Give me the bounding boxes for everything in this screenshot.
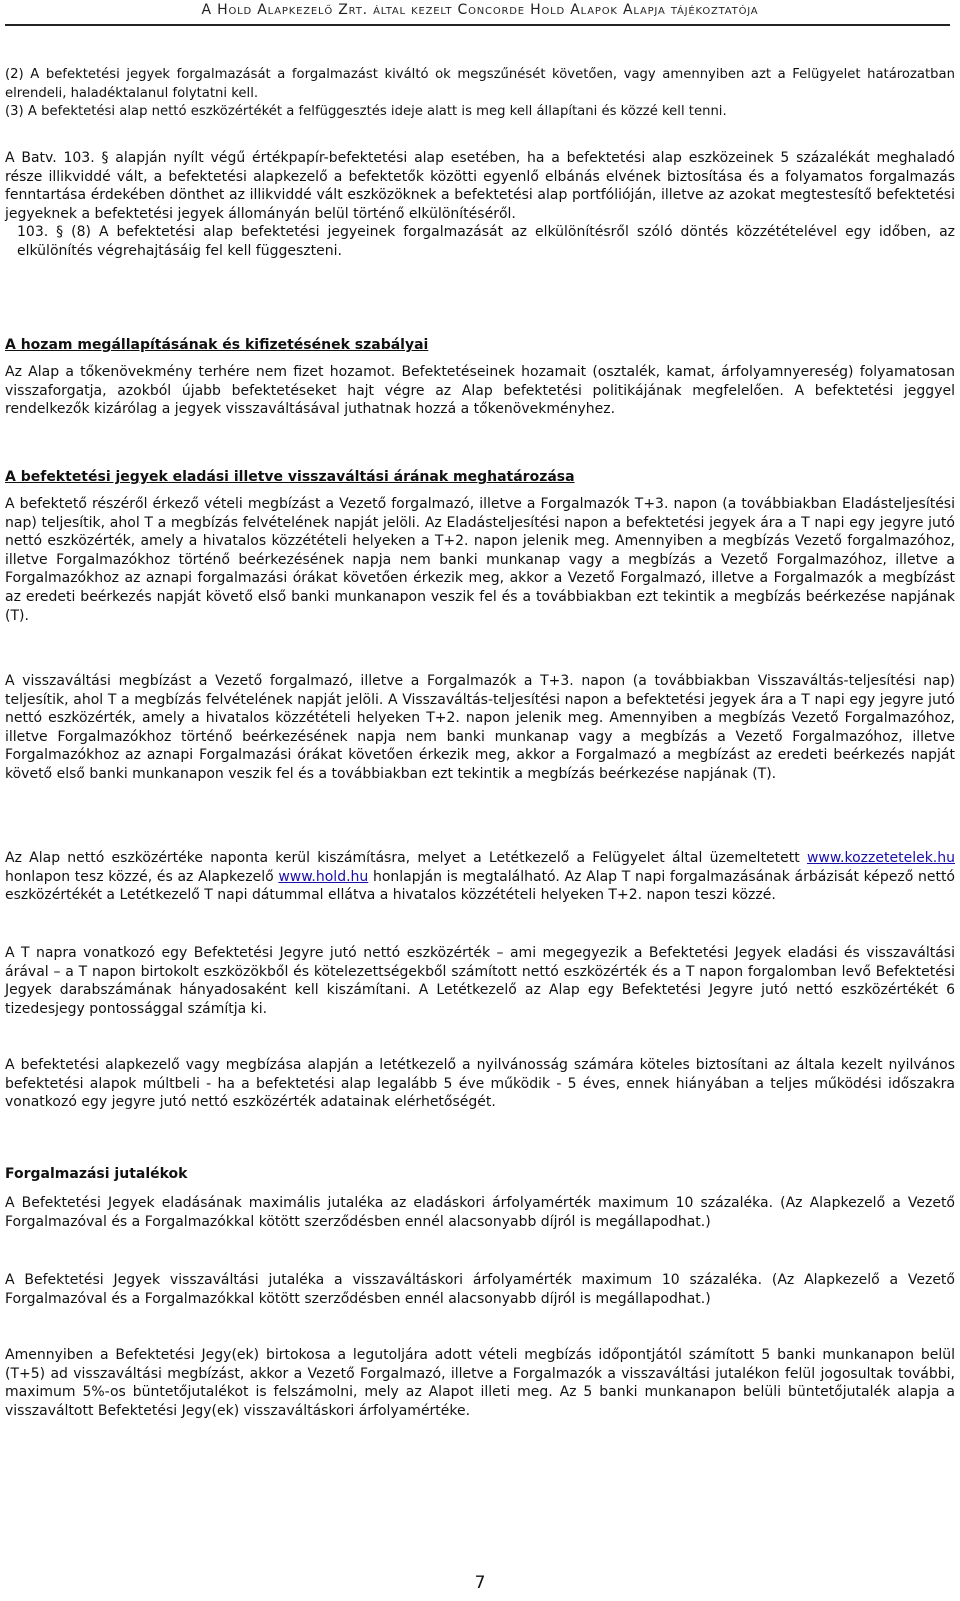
pricing-nav-calculation [5,944,955,1018]
intro-paragraph-2: (2) A befektetési jegyek forgalmazását a forgalmazást kiváltó ok megszűnését követően, vagy amennyiben azt a Felügyelet határozatban elrendeli, haladéktalanul folytatni kell. [5,67,955,101]
pricing-history [5,1056,955,1112]
hozam-heading: A hozam megállapításának és kifizetésének szabályai [5,337,429,353]
batv-103-8-paragraph: 103. § (8) A befektetési alap befektetési jegyeinek forgalmazását az elkülönítésről szóló döntés közzétételével egy időben, az elkülönítés végrehajtásáig fel kell függeszteni. [17,224,955,259]
hozam-section [5,363,955,419]
commission-sale [5,1194,955,1231]
pricing-heading: A befektetési jegyek eladási illetve visszaváltási árának meghatározása [5,469,575,485]
pricing-calculation-paragraph: A T napra vonatkozó egy Befektetési Jegyre jutó nettó eszközérték – ami megegyezik a Befektetési Jegyek eladási és visszaváltási árával – a T napon birtokolt eszközökből és kötelezettségekből számított nettó eszközérték és a T napon forgalomban levő Befektetési Jegyek darabszámának hányadosaként kell kiszámítani. A Letétkezelő az Alap egy Befektetési Jegyre jutó nettó eszközértékét 6 tizedesjegy pontossággal számítja ki. [5,945,955,1017]
nav-text-1: Az Alap nettó eszközértéke naponta kerül kiszámításra, melyet a Letétkezelő a Felügyelet által üzemeltetett [5,850,807,866]
nav-text-2: honlapon tesz közzé, és az Alapkezelő [5,868,279,885]
hold-link[interactable]: www.hold.hu [278,868,369,885]
intro-paragraph-3: (3) A befektetési alap nettó eszközértékét a felfüggesztés ideje alatt is meg kell állapítani és közzé kell tenni. [5,104,727,120]
pricing-nav-publication [5,849,955,905]
commission-penalty-paragraph: Amennyiben a Befektetési Jegy(ek) birtokosa a legutoljára adott vételi megbízás időpontjától számított 5 banki munkanapon belül (T+5) ad visszaváltási megbízást, akkor a Vezető Forgalmazó, illetve a Forgalmazók a visszaváltási jutalékon felül jogosultak további, maximum 5%-os büntetőjutalékot is felszámolni, mely az Alapot illeti meg. Az 5 banki munkanapon belüli büntetőjutalék alapja a visszaváltott Befektetési Jegy(ek) visszaváltáskori árfolyamértéke. [5,1347,955,1419]
batv-paragraph: A Batv. 103. § alapján nyílt végű értékpapír-befektetési alap esetében, ha a befektetési alap eszközeinek 5 százalékát meghaladó része illikviddé vált, a befektetési alapkezelő a befektetők közötti egyenlő elbánás elvének biztosítása és a folyamatos forgalmazás fenntartása érdekében dönthet az illikviddé vált eszközöknek a befektetési alap portfólióján, illetve az azokat megtestesítő befektetési jegyeknek a befektetési jegyek állományán belül történő elkülönítéséről. [5,150,955,222]
hozam-paragraph: Az Alap a tőkenövekmény terhére nem fizet hozamot. Befektetéseinek hozamait (osztalék, kamat, árfolyamnyereség) folyamatosan visszaforgatja, azokból újabb befektetéseket hajt végre az Alap befektetési politikájának megfelelően. A befektetési jeggyel rendelkezők kizárólag a jegyek visszaváltásával juthatnak hozzá a tőkenövekményhez. [5,364,955,418]
commission-penalty [5,1346,955,1420]
header-rule [5,24,950,26]
commission-sale-paragraph: A Befektetési Jegyek eladásának maximális jutaléka az eladáskori árfolyamérték maximum 10 százaléka. (Az Alapkezelő a Vezető Forgalmazóval és a Forgalmazókkal kötött szerződésben ennél alacsonyabb díjról is megállapodhat.) [5,1195,955,1230]
page-number: 7 [474,1573,486,1593]
commission-redemption [5,1271,955,1308]
commission-heading: Forgalmazási jutalékok [5,1166,188,1182]
nav-text-3: honlapján is megtalálható. Az Alap T napi forgalmazásának árbázisát képező nettó eszközértékét a Letétkezelő T napi dátummal ellátva a hivatalos közzétételi helyeken T+2. napon teszi közzé. [5,868,955,904]
pricing-purchase [5,495,955,625]
pricing-redemption [5,672,955,784]
running-header: A Hold Alapkezelő Zrt. által kezelt Concorde Hold Alapok Alapja tájékoztatója [201,2,759,18]
pricing-nav-paragraph [5,849,955,905]
pricing-history-paragraph: A befektetési alapkezelő vagy megbízása alapján a letétkezelő a nyilvánosság számára köteles biztosítani az általa kezelt nyilvános befektetési alapok múltbeli - ha a befektetési alap legalább 5 éve működik - 5 éves, ennek hiányában a teljes működési időszakra vonatkozó egy jegyre jutó nettó eszközérték adatainak elérhetőségét. [5,1057,955,1111]
pricing-purchase-paragraph: A befektető részéről érkező vételi megbízást a Vezető forgalmazó, illetve a Forgalmazók T+3. napon (a továbbiakban Eladásteljesítési nap) teljesítik, ahol T a megbízás felvételének napját jelöli. Az Eladásteljesítési napon a befektetési jegyek ára a T napi egy jegyre jutó nettó eszközérték, amely a hivatalos közzétételi helyeken a T+2. napon jelenik meg. Amennyiben a megbízás Vezető forgalmazóhoz, illetve Forgalmazókhoz történő beérkezésének napja nem banki munkanap vagy a megbízás a Vezető Forgalmazóhoz, illetve a Forgalmazókhoz az aznapi forgalmazási órákat követően érkezik meg, akkor a Vezető Forgalmazó, illetve a Forgalmazók a megbízást az eredeti beérkezés napját követő első banki munkanapon veszik fel és a továbbiakban ezt tekintik a megbízás beérkezése napjának (T). [5,496,955,624]
pricing-redemption-paragraph: A visszaváltási megbízást a Vezető forgalmazó, illetve a Forgalmazók a T+3. napon (a továbbiakban Visszaváltás-teljesítési nap) teljesítik, ahol T a megbízás felvételének napját jelöli. A Visszaváltás-teljesítési napon a befektetési jegyek ára a T napi egy jegyre jutó nettó eszközérték, amely a hivatalos közzétételi helyeken T+2. napon jelenik meg. Amennyiben a megbízás Vezető Forgalmazóhoz, illetve Forgalmazókhoz történő beérkezésének napja nem banki munkanap vagy a megbízás a Vezető Forgalmazóhoz, illetve Forgalmazókhoz az aznapi Forgalmazási órákat követően érkezik meg, akkor a Forgalmazó a megbízást az eredeti beérkezés napját követő első banki munkanapon veszik fel és a továbbiakban ezt tekintik a megbízás beérkezése napjának (T). [5,673,955,782]
kozzetetelek-link[interactable]: www.kozzetetelek.hu [806,850,955,866]
intro-section [5,66,955,122]
batv-section [5,149,955,261]
commission-redemption-paragraph: A Befektetési Jegyek visszaváltási jutaléka a visszaváltáskori árfolyamérték maximum 10 százaléka. (Az Alapkezelő a Vezető Forgalmazóval és a Forgalmazókkal kötött szerződésben ennél alacsonyabb díjról is megállapodhat.) [5,1272,955,1307]
